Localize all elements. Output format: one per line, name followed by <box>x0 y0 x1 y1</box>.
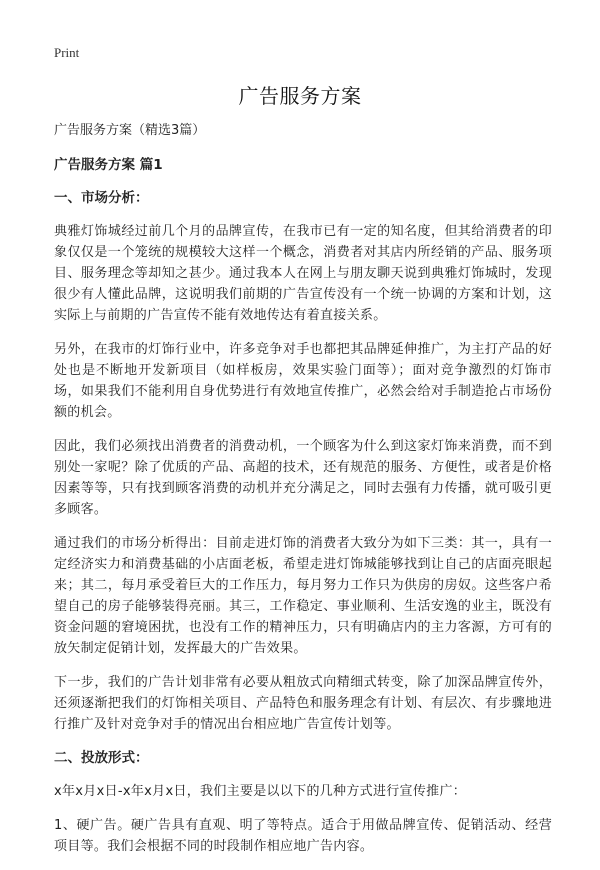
paragraph: 下一步，我们的广告计划非常有必要从粗放式向精细式转变，除了加深品牌宣传外，还须逐渐把我们的灯饰相关项目、产品特色和服务理念有计划、有层次、有步骤地进行推广及针对竞争对手的情况出台相应地广告宣传计划等。 <box>54 675 552 732</box>
paragraph: 因此，我们必须找出消费者的消费动机，一个顾客为什么到这家灯饰来消费，而不到别处一家呢？除了优质的产品、高超的技术，还有规范的服务、方便性，或者是价格因素等等，只有找到顾客消费的动机并充分满足之，同时去强有力传播，就可吸引更多顾客。 <box>54 439 552 517</box>
paragraph: x年x月x日-x年x月x日，我们主要是以以下的几种方式进行宣传推广： <box>54 784 467 799</box>
paragraph: 1、硬广告。硬广告具有直观、明了等特点。适合于用做品牌宣传、促销活动、经营项目等。我们会根据不同的时段制作相应地广告内容。 <box>54 818 552 854</box>
document-body <box>54 120 552 870</box>
section-heading-market-analysis: 一、市场分析： <box>54 190 149 206</box>
paragraph: 典雅灯饰城经过前几个月的品牌宣传，在我市已有一定的知名度，但其给消费者的印象仅仅是一个笼统的规模较大这样一个概念，消费者对其店内所经销的产品、服务项目、服务理念等却知之甚少。通过我本人在网上与朋友聊天说到典雅灯饰城时，发现很少有人懂此品牌，这说明我们前期的广告宣传没有一个统一协调的方案和计划，这实际上与前期的广告宣传不能有效地传达有着直接关系。 <box>54 224 552 323</box>
page-title: 广告服务方案 <box>238 84 362 108</box>
paragraph: 通过我们的市场分析得出：目前走进灯饰的消费者大致分为如下三类：其一，具有一定经济实力和消费基础的小店面老板，希望走进灯饰城能够找到让自己的店面亮眼起来；其二，每月承受着巨大的工作压力，每月努力工作只为供房的房奴。这些客户希望自己的房子能够装得亮丽。其三，工作稳定、事业顺利、生活安逸的业主，既没有资金问题的窘境困扰，也没有工作的精神压力，只有明确店内的主力客源，方可有的放矢制定促销计划，发挥最大的广告效果。 <box>54 536 552 656</box>
document-subtitle: 广告服务方案（精选3篇） <box>54 123 206 138</box>
print-link[interactable]: Print <box>54 45 80 60</box>
section-heading-placement-form: 二、投放形式： <box>54 750 149 766</box>
part-heading: 广告服务方案 篇1 <box>54 157 163 173</box>
paragraph: 另外，在我市的灯饰行业中，许多竞争对手也都把其品牌延伸推广，为主打产品的好处也是不断地开发新项目（如样板房，效果实验门面等）；面对竞争激烈的灯饰市场，如果我们不能利用自身优势进行有效地宣传推广，必然会给对手制造抢占市场份额的机会。 <box>54 342 552 420</box>
